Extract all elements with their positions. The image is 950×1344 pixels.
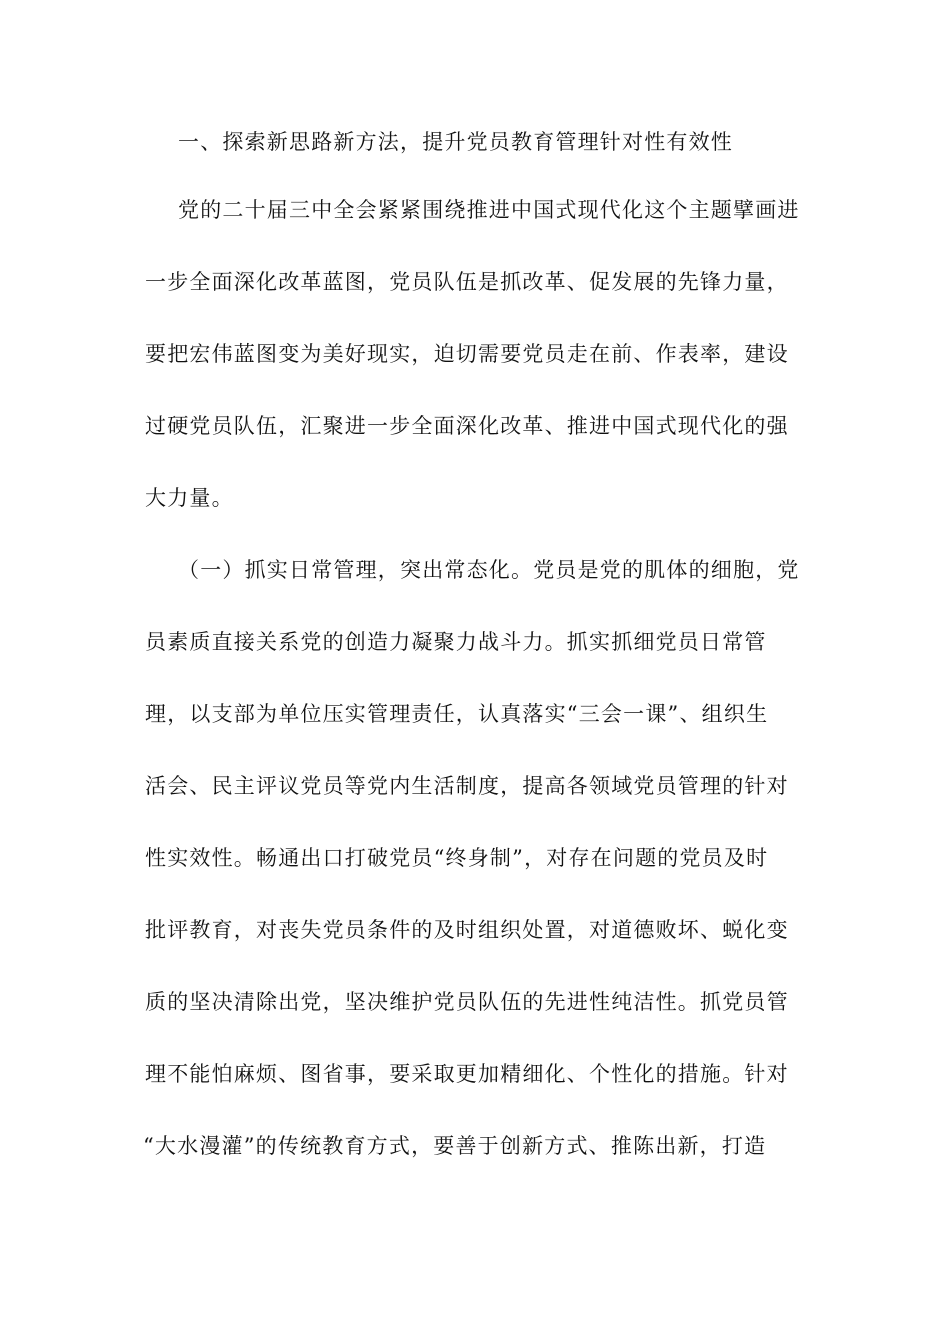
paragraph-line: 理，以支部为单位压实管理责任，认真落实“三会一课”、组织生	[145, 702, 769, 726]
paragraph-line: 质的坚决清除出党，坚决维护党员队伍的先进性纯洁性。抓党员管	[145, 990, 789, 1014]
paragraph-line: 党的二十届三中全会紧紧围绕推进中国式现代化这个主题擘画进	[178, 198, 800, 222]
section-heading: 一、探索新思路新方法，提升党员教育管理针对性有效性	[178, 130, 733, 154]
paragraph-line: 员素质直接关系党的创造力凝聚力战斗力。抓实抓细党员日常管	[145, 630, 767, 654]
paragraph-line: 过硬党员队伍，汇聚进一步全面深化改革、推进中国式现代化的强	[145, 414, 789, 438]
paragraph-line: （一）抓实日常管理，突出常态化。党员是党的肌体的细胞，党	[178, 558, 800, 582]
paragraph-line: 大力量。	[145, 486, 234, 510]
paragraph-line: 要把宏伟蓝图变为美好现实，迫切需要党员走在前、作表率，建设	[145, 342, 789, 366]
paragraph-line: 一步全面深化改革蓝图，党员队伍是抓改革、促发展的先锋力量，	[145, 270, 789, 294]
paragraph-line: 理不能怕麻烦、图省事，要采取更加精细化、个性化的措施。针对	[145, 1062, 789, 1086]
paragraph-line: “大水漫灌”的传统教育方式，要善于创新方式、推陈出新，打造	[143, 1134, 767, 1158]
paragraph-line: 批评教育，对丧失党员条件的及时组织处置，对道德败坏、蜕化变	[145, 918, 789, 942]
paragraph-line: 性实效性。畅通出口打破党员“终身制”，对存在问题的党员及时	[145, 846, 769, 870]
paragraph-line: 活会、民主评议党员等党内生活制度，提高各领域党员管理的针对	[145, 774, 789, 798]
